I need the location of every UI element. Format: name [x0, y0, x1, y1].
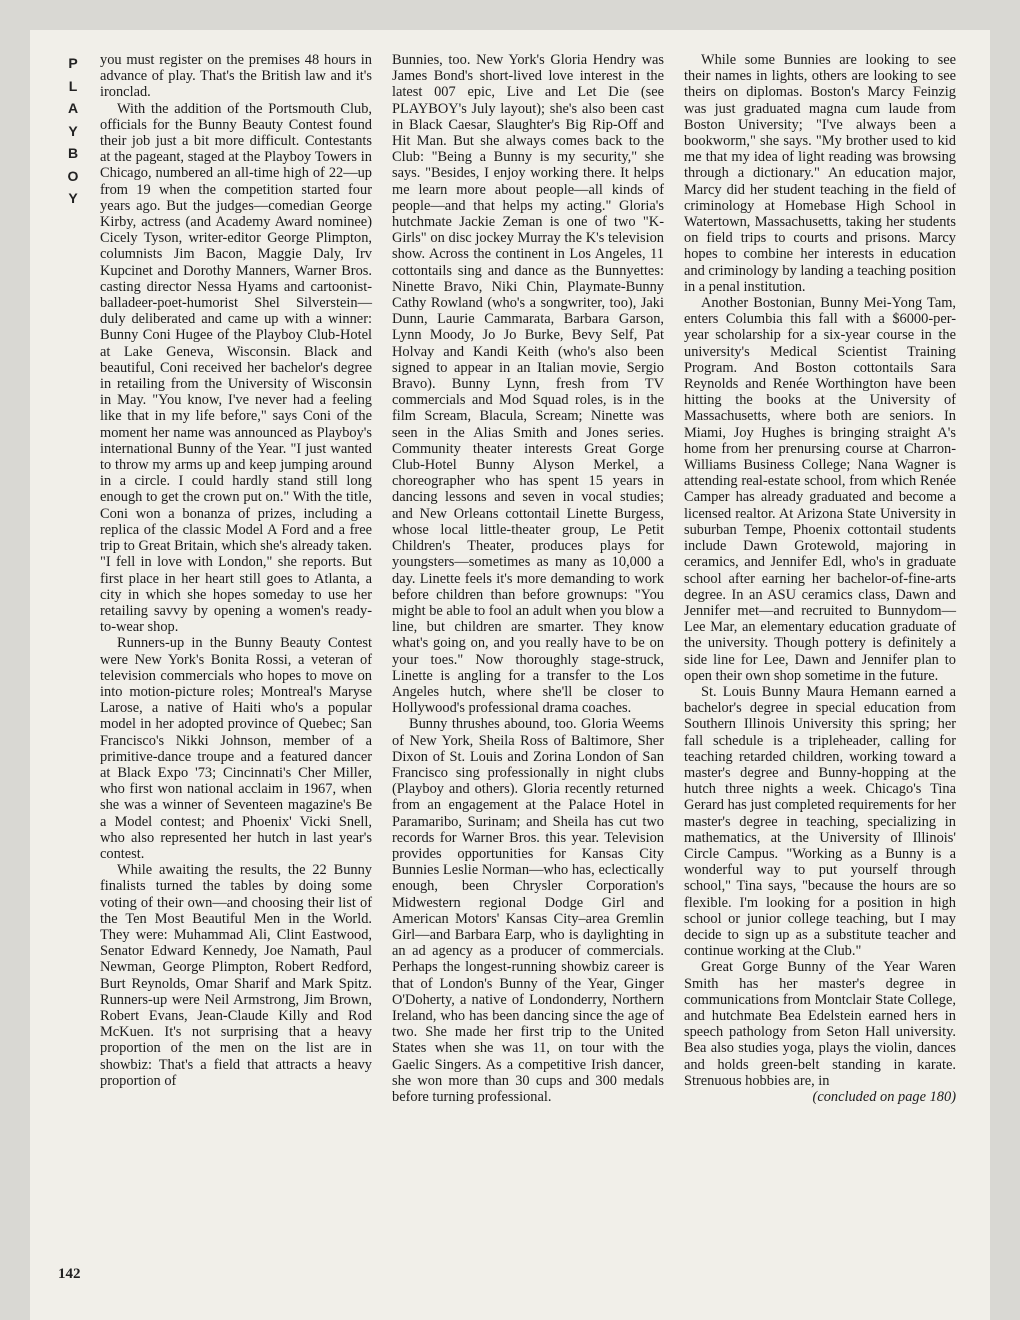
running-head-letter: Y — [68, 122, 78, 139]
paragraph: While some Bunnies are looking to see their names in lights, others are looking to see theirs on diplomas. Boston's Marcy Feinzig was just graduated magna cum laude from Boston University; "I've always been a bookworm," she says. "My brother used to kid me that my idea of light reading was browsing through a dictionary." An education major, Marcy did her student teaching in the field of criminology at Homebase High School in Watertown, Massachusetts, taking her students on field trips to courts and prisons. Marcy hopes to combine her interests in education and criminology by landing a teaching position in a penal institution. — [684, 52, 956, 295]
running-head-letter: P — [68, 55, 78, 71]
running-head-letter: L — [68, 77, 78, 94]
magazine-page — [30, 30, 990, 1320]
running-head-playboy — [64, 52, 82, 210]
paragraph: Bunny thrushes abound, too. Gloria Weems of New York, Sheila Ross of Baltimore, Sher Dixon of St. Louis and Zorina London of San Francisco sing professionally in night clubs (Playboy and others). Gloria recently returned from an engagement at the Palace Hotel in Paramaribo, Surinam; and Sheila has cut two records for Warner Bros. this year. Television provides opportunities for Kansas City Bunnies Leslie Norman—who has, eclectically enough, been Chrysler Corporation's Midwestern regional Dodge Girl and American Motors' Kansas City–area Gremlin Girl—and Barbara Earp, who is daylighting in an ad agency as a producer of commercials. Perhaps the longest-running showbiz career is that of London's Bunny of the Year, Ginger O'Doherty, a native of Londonderry, Northern Ireland, who has been dancing since the age of two. She made her first trip to the United States when she was 11, on tour with the Gaelic Singers. As a competitive Irish dancer, she won more than 30 cups and 300 medals before turning professional. — [392, 716, 664, 1105]
paragraph: Great Gorge Bunny of the Year Waren Smith has her master's degree in communications from Montclair State College, and hutchmate Bea Edelstein earned hers in speech pathology from Seton Hall university. Bea also studies yoga, plays the violin, dances and holds green-belt standing in karate. Strenuous hobbies are, in — [684, 959, 956, 1089]
paragraph: Runners-up in the Bunny Beauty Contest were New York's Bonita Rossi, a veteran of television commercials who hopes to move on into motion-picture roles; Montreal's Maryse Larose, a native of Haiti who's a popular model in her adopted province of Quebec; San Francisco's Nikki Johnson, member of a primitive-dance troupe and a featured dancer at Black Expo '73; Cincinnati's Cher Miller, who first won national acclaim in 1967, when she was a winner of Seventeen magazine's Be a Model contest; and Phoenix' Vicki Snell, who also represented her hutch in last year's contest. — [100, 635, 372, 862]
paragraph: St. Louis Bunny Maura Hemann earned a bachelor's degree in special education from Southern Illinois University this spring; her fall schedule is a tripleheader, calling for teaching retarded children, working toward a master's degree and Bunny-hopping at the hutch three nights a week. Chicago's Tina Gerard has just completed requirements for her master's degree in teaching, specializing in mathematics, at the University of Illinois' Circle Campus. "Working as a Bunny is a wonderful way to put yourself through school," Tina says, "because the hours are so flexible. I'm looking for a position in high school or junior college teaching, but I may decide to sign up as a substitute teacher and continue working at the Club." — [684, 683, 956, 960]
paragraph: With the addition of the Portsmouth Club, officials for the Bunny Beauty Contest found their job just a bit more difficult. Contestants at the pageant, staged at the Playboy Towers in Chicago, numbered an all-time high of 22—up from 19 when the competition started four years ago. But the judges—comedian George Kirby, actress (and Academy Award nominee) Cicely Tyson, writer-editor George Plimpton, columnists Jim Bacon, Maggie Daly, Irv Kupcinet and Dorothy Manners, Warner Bros. casting director Nessa Hyams and cartoonist-balladeer-poet-humorist Shel Silverstein—duly deliberated and came up with a winner: Bunny Coni Hugee of the Playboy Club-Hotel at Lake Geneva, Wisconsin. Black and beautiful, Coni received her bachelor's degree in retailing from the University of Wisconsin in May. "You know, I've never had a feeling like that in my life before," says Coni of the moment her name was announced as Playboy's international Bunny of the Year. "I just wanted to throw my arms up and keep jumping around in a circle. I could hardly stand still long enough to get the crown put on." With the title, Coni won a bonanza of prizes, including a replica of the classic Model A Ford and a free trip to Great Britain, which she's already taken. "I fell in love with London," she reports. But first place in her heart still goes to Atlanta, a city in which she hopes someday to use her retailing savvy by opening a women's ready-to-wear shop. — [100, 100, 372, 636]
running-head-letter: O — [67, 167, 79, 184]
paragraph: you must register on the premises 48 hours in advance of play. That's the British law and it's ironclad. — [100, 52, 372, 101]
running-head-letter: B — [67, 145, 79, 161]
paragraph: Another Bostonian, Bunny Mei-Yong Tam, enters Columbia this fall with a $6000-per-year scholarship for a six-year course in the university's Medical Scientist Training Program. And Boston cottontails Sara Reynolds and Renée Worthington have been hitting the books at the University of Massachusetts, where both are seniors. In Miami, Joy Hughes is bringing straight A's home from her prenursing course at Charron-Williams Business College; Nana Wagner is attending real-estate school, from which Renée Camper has already graduated and become a licensed realtor. At Arizona State University in suburban Tempe, Phoenix cottontail students include Dawn Grotewold, majoring in ceramics, and Jennifer Edl, who's in graduate school after earning her bachelor-of-fine-arts degree. In an ASU ceramics class, Dawn and Jennifer met—and recruited to Bunnydom—Lee Mar, an elementary education graduate of the university. Though pottery is definitely a side line for Lee, Dawn and Jennifer plan to open their own shop sometime in the future. — [684, 295, 956, 684]
running-head-letter: Y — [68, 190, 78, 206]
running-head-letter: A — [67, 100, 79, 116]
text-column-2 — [392, 52, 664, 1105]
text-column-1 — [100, 52, 372, 1089]
paragraph: While awaiting the results, the 22 Bunny finalists turned the tables by doing some voting of their own—and choosing their list of the Ten Most Beautiful Men in the World. They were: Muhammad Ali, Clint Eastwood, Senator Edward Kennedy, Joe Namath, Paul Newman, George Plimpton, Robert Redford, Burt Reynolds, Omar Sharif and Mark Spitz. Runners-up were Neil Armstrong, Jim Brown, Robert Evans, Jean-Claude Killy and Rod McKuen. It's not surprising that a heavy proportion of the men on the list are in showbiz: That's a field that attracts a heavy proportion of — [100, 862, 372, 1089]
page-number: 142 — [58, 1266, 81, 1282]
continuation-note: (concluded on page 180) — [812, 1089, 956, 1105]
text-column-3 — [684, 52, 956, 1105]
paragraph: Bunnies, too. New York's Gloria Hendry was James Bond's short-lived love interest in the latest 007 epic, Live and Let Die (see PLAYBOY's July layout); she's also been cast in Black Caesar, Slaughter's Big Rip-Off and Hit Man. But she always comes back to the Club: "Being a Bunny is my security," she says. "Besides, I enjoy working there. It helps me learn more about people—all kinds of people—and that helps my acting." Gloria's hutchmate Jackie Zeman is one of two "K-Girls" on disc jockey Murray the K's television show. Across the continent in Los Angeles, 11 cottontails sing and dance as the Bunnyettes: Ninette Bravo, Niki Chin, Playmate-Bunny Cathy Rowland (who's a songwriter, too), Jaki Dunn, Laurie Cammarata, Barbara Garson, Lynn Moody, Jo Jo Burke, Bevy Self, Pat Holvay and Kandi Keith (who's also been signed to appear in an Italian movie, Sergio Bravo). Bunny Lynn, fresh from TV commercials and Mod Squad roles, is in the film Scream, Blacula, Scream; Ninette was seen in the Alias Smith and Jones series. Community theater interests Great Gorge Club-Hotel Bunny Alyson Merkel, a choreographer who has spent 15 years in dancing lessons and seven in vocal studies; and New Orleans cottontail Linette Burgess, whose local little-theater group, Le Petit Children's Theater, produces plays for youngsters—sometimes as many as 10,000 a day. Linette feels it's more demanding to work before children than before grownups: "You might be able to fool an adult when you blow a line, but children are smarter. They know what's going on, and you really have to be on your toes." Now thoroughly stage-struck, Linette is angling for a transfer to the Los Angeles hutch, where she'll be closer to Hollywood's professional drama coaches. — [392, 52, 664, 717]
